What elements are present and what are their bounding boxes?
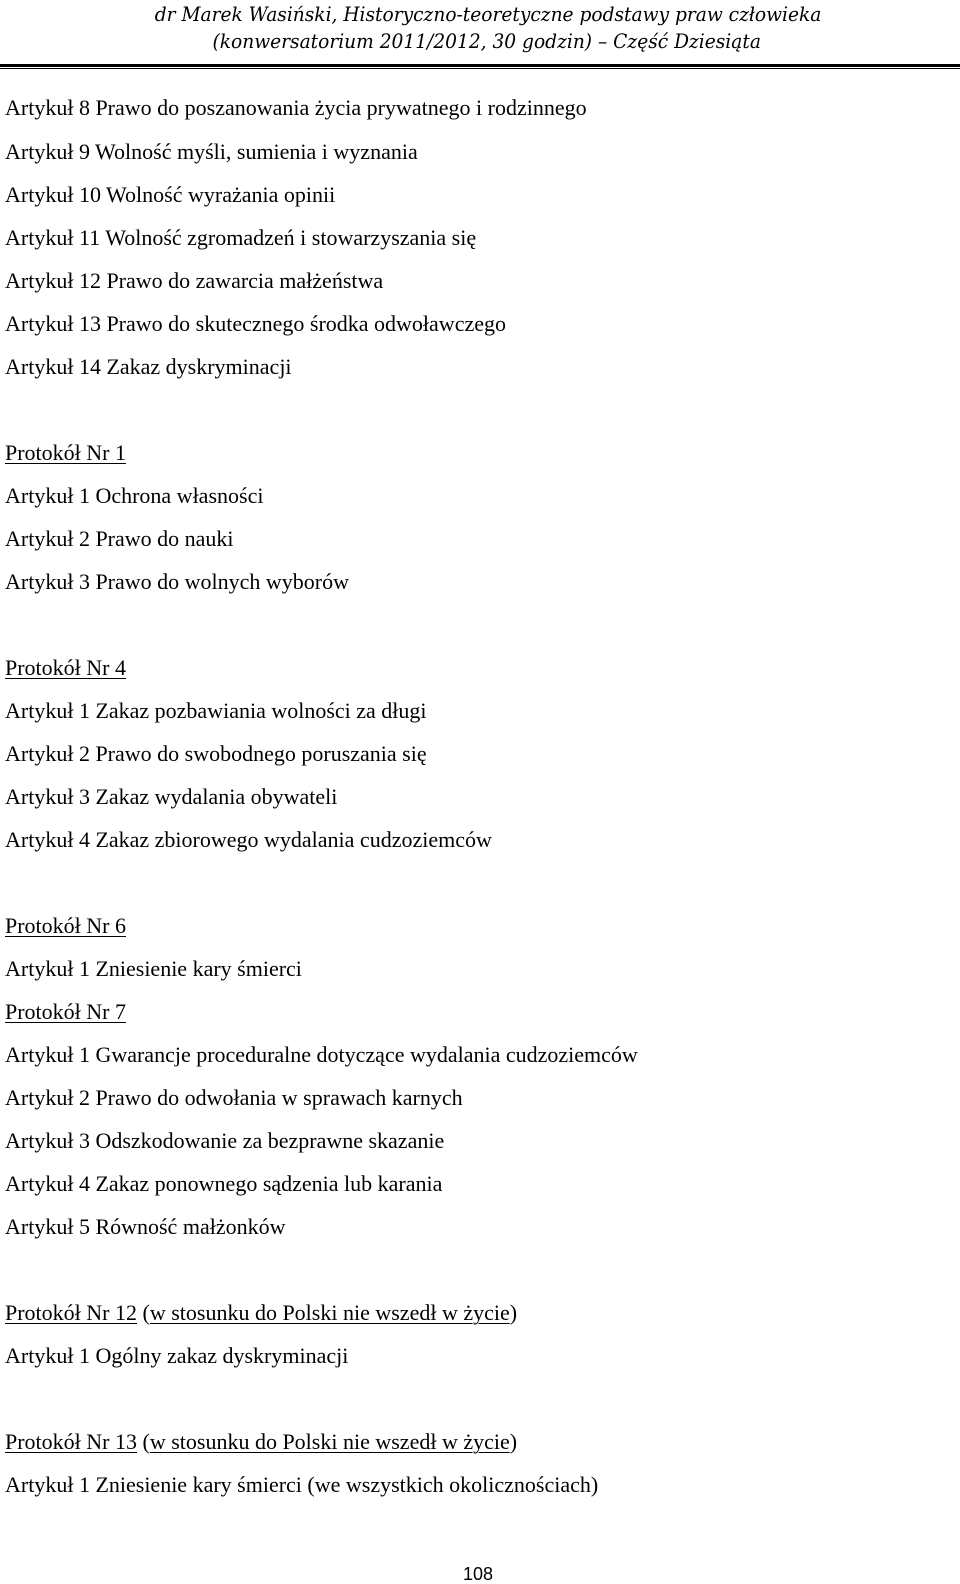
- article-line: Artykuł 1 Zniesienie kary śmierci: [5, 956, 302, 981]
- page-number-container: [0, 1564, 960, 1584]
- protocol-title: Protokół Nr 13: [5, 1429, 137, 1454]
- header-line-1: dr Marek Wasiński, Historyczno-teoretyczne podstawy praw człowieka: [154, 2, 822, 26]
- protocol-title: Protokół Nr 7: [5, 999, 126, 1024]
- protocol-title: Protokół Nr 6: [5, 913, 126, 938]
- protocol-title: Protokół Nr 12: [5, 1300, 137, 1325]
- protocol-heading: Protokół Nr 13 (w stosunku do Polski nie wszedł w życie): [5, 1429, 518, 1454]
- article-line: Artykuł 13 Prawo do skutecznego środka odwoławczego: [5, 311, 506, 336]
- running-header: [0, 0, 960, 65]
- article-line: Artykuł 4 Zakaz zbiorowego wydalania cudzoziemców: [5, 827, 492, 852]
- article-line: Artykuł 1 Ogólny zakaz dyskryminacji: [5, 1343, 349, 1368]
- article-line: Artykuł 14 Zakaz dyskryminacji: [5, 354, 292, 379]
- header-line-2: (konwersatorium 2011/2012, 30 godzin) – Część Dziesiąta: [212, 29, 761, 53]
- article-line: Artykuł 3 Zakaz wydalania obywateli: [5, 784, 338, 809]
- article-line: Artykuł 1 Zniesienie kary śmierci (we wszystkich okolicznościach): [5, 1472, 599, 1497]
- protocol-title: Protokół Nr 1: [5, 440, 126, 465]
- protocol-note: w stosunku do Polski nie wszedł w życie: [149, 1429, 510, 1454]
- article-line: Artykuł 4 Zakaz ponownego sądzenia lub karania: [5, 1171, 443, 1196]
- header-divider: [0, 64, 960, 69]
- article-line: Artykuł 3 Prawo do wolnych wyborów: [5, 569, 350, 594]
- article-line: Artykuł 11 Wolność zgromadzeń i stowarzyszania się: [5, 225, 477, 250]
- page-number: 108: [462, 1564, 494, 1584]
- article-line: Artykuł 2 Prawo do swobodnego poruszania się: [5, 741, 427, 766]
- article-line: Artykuł 1 Zakaz pozbawiania wolności za długi: [5, 698, 427, 723]
- article-line: Artykuł 9 Wolność myśli, sumienia i wyznania: [5, 139, 418, 164]
- article-line: Artykuł 2 Prawo do nauki: [5, 526, 234, 551]
- article-line: Artykuł 5 Równość małżonków: [5, 1214, 286, 1239]
- article-line: Artykuł 1 Gwarancje proceduralne dotyczące wydalania cudzoziemców: [5, 1042, 638, 1067]
- article-line: Artykuł 3 Odszkodowanie za bezprawne skazanie: [5, 1128, 445, 1153]
- protocol-note: w stosunku do Polski nie wszedł w życie: [149, 1300, 510, 1325]
- article-line: Artykuł 8 Prawo do poszanowania życia prywatnego i rodzinnego: [5, 95, 587, 120]
- article-line: Artykuł 1 Ochrona własności: [5, 483, 264, 508]
- protocol-title: Protokół Nr 4: [5, 655, 126, 680]
- protocol-heading: Protokół Nr 12 (w stosunku do Polski nie wszedł w życie): [5, 1300, 518, 1325]
- article-line: Artykuł 10 Wolność wyrażania opinii: [5, 182, 336, 207]
- article-line: Artykuł 2 Prawo do odwołania w sprawach karnych: [5, 1085, 463, 1110]
- article-line: Artykuł 12 Prawo do zawarcia małżeństwa: [5, 268, 384, 293]
